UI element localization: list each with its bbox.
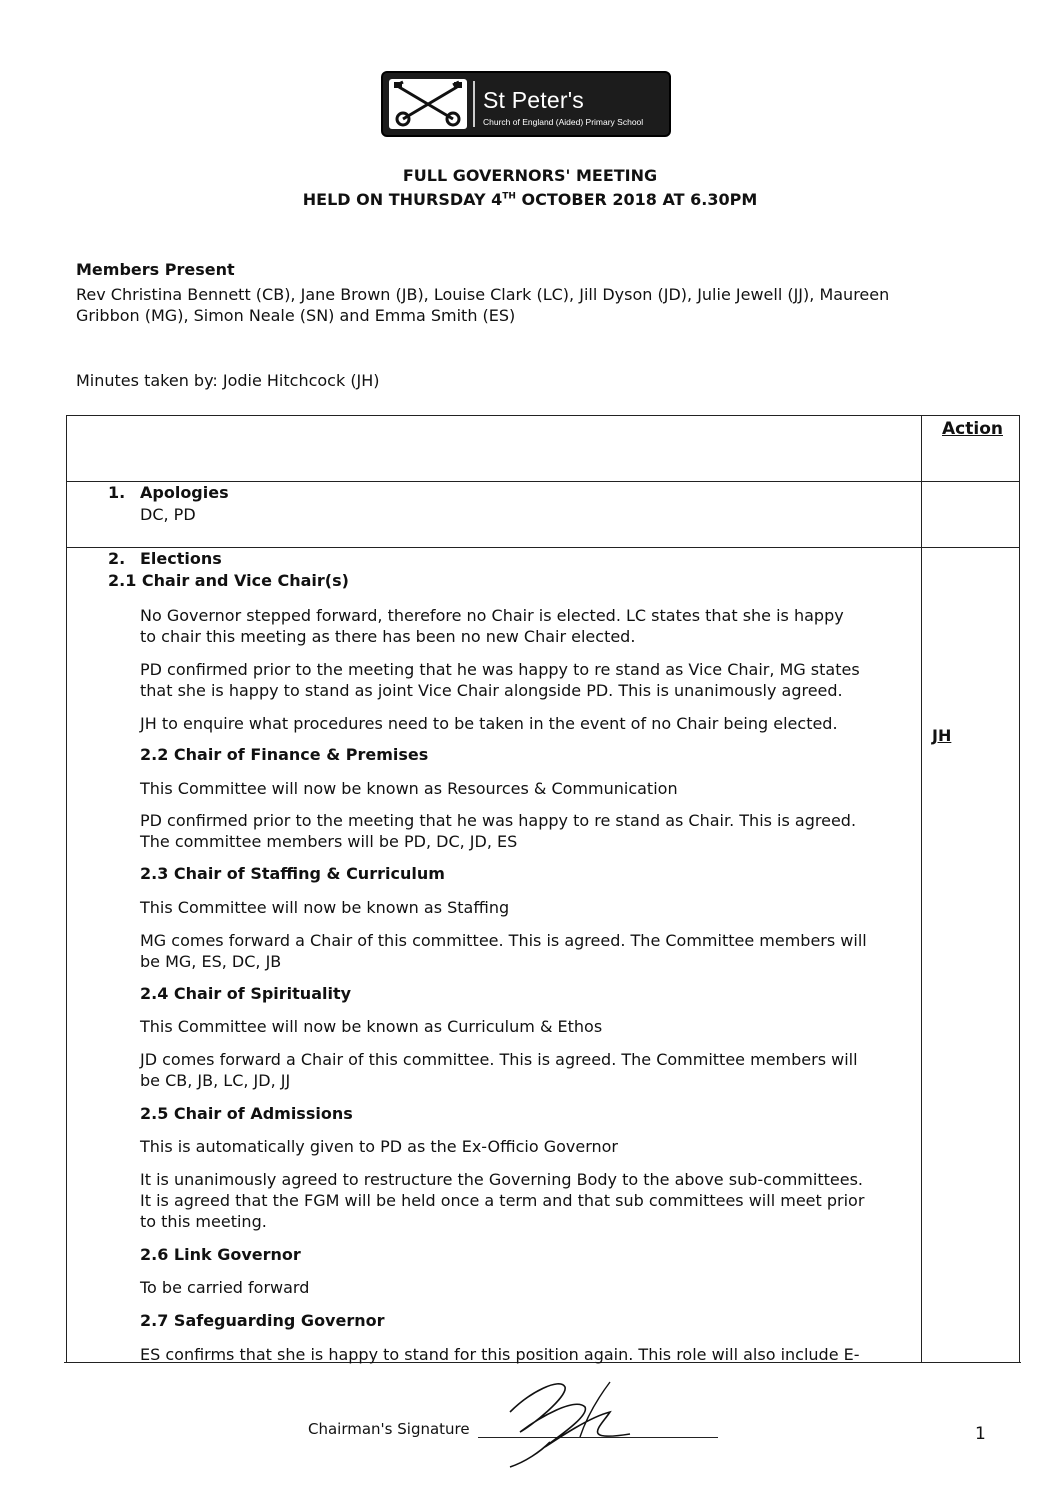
logo-subtitle: Church of England (Aided) Primary School [483,117,644,127]
crossed-keys-icon [389,79,467,129]
paragraph: The committee members will be PD, DC, JD, ES [140,832,518,851]
paragraph: ES confirms that she is happy to stand for this position again. This role will also include E- [140,1345,860,1364]
row-divider [66,481,1020,482]
section-2-1-title: 2.1 Chair and Vice Chair(s) [108,571,349,590]
paragraph: This Committee will now be known as Staffing [140,898,510,917]
paragraph: JD comes forward a Chair of this committee. This is agreed. The Committee members will [140,1050,858,1069]
paragraph: be MG, ES, DC, JB [140,952,282,971]
row-divider [66,547,1020,548]
item-title-apologies: Apologies [140,483,229,502]
section-2-3-title: 2.3 Chair of Staffing & Curriculum [140,864,445,883]
paragraph: It is agreed that the FGM will be held once a term and that sub committees will meet prior [140,1191,865,1210]
logo-divider [473,81,475,127]
paragraph: JH to enquire what procedures need to be taken in the event of no Chair being elected. [140,714,838,733]
minutes-taker: Minutes taken by: Jodie Hitchcock (JH) [76,371,380,390]
paragraph: that she is happy to stand as joint Vice Chair alongside PD. This is unanimously agreed. [140,681,843,700]
school-logo [381,71,671,137]
section-2-6-title: 2.6 Link Governor [140,1245,301,1264]
logo-name: St Peter's [483,87,584,113]
members-line-2: Gribbon (MG), Simon Neale (SN) and Emma Smith (ES) [76,306,516,325]
handwritten-signature [490,1372,640,1476]
action-owner: JH [932,726,952,745]
paragraph: be CB, JB, LC, JD, JJ [140,1071,291,1090]
paragraph: to this meeting. [140,1212,267,1231]
section-2-4-title: 2.4 Chair of Spirituality [140,984,352,1003]
paragraph: This Committee will now be known as Resources & Communication [140,779,678,798]
signature-label: Chairman's Signature [308,1420,470,1438]
paragraph: to chair this meeting as there has been no new Chair elected. [140,627,636,646]
paragraph: It is unanimously agreed to restructure the Governing Body to the above sub-committees. [140,1170,863,1189]
paragraph: This is automatically given to PD as the Ex-Officio Governor [140,1137,619,1156]
item-number: 1. [108,483,126,502]
paragraph: This Committee will now be known as Curriculum & Ethos [140,1017,603,1036]
section-2-7-title: 2.7 Safeguarding Governor [140,1311,385,1330]
paragraph: MG comes forward a Chair of this committee. This is agreed. The Committee members will [140,931,867,950]
paragraph: To be carried forward [140,1278,310,1297]
members-label: Members Present [76,260,235,279]
meeting-date: HELD ON THURSDAY 4TH OCTOBER 2018 AT 6.30PM [302,190,758,209]
apologies-text: DC, PD [140,505,196,524]
page-number: 1 [975,1424,986,1444]
action-header: Action [942,419,1003,439]
members-line-1: Rev Christina Bennett (CB), Jane Brown (JB), Louise Clark (LC), Jill Dyson (JD), Julie Jewell (JJ), Maureen [76,285,890,304]
item-number: 2. [108,549,126,568]
paragraph: No Governor stepped forward, therefore no Chair is elected. LC states that she is happy [140,606,844,625]
section-2-5-title: 2.5 Chair of Admissions [140,1104,353,1123]
paragraph: PD confirmed prior to the meeting that he was happy to re stand as Vice Chair, MG states [140,660,860,679]
action-column-divider [921,415,922,1362]
meeting-title: FULL GOVERNORS' MEETING [402,166,658,185]
item-title-elections: Elections [140,549,222,568]
paragraph: PD confirmed prior to the meeting that he was happy to re stand as Chair. This is agreed. [140,811,857,830]
section-2-2-title: 2.2 Chair of Finance & Premises [140,745,429,764]
